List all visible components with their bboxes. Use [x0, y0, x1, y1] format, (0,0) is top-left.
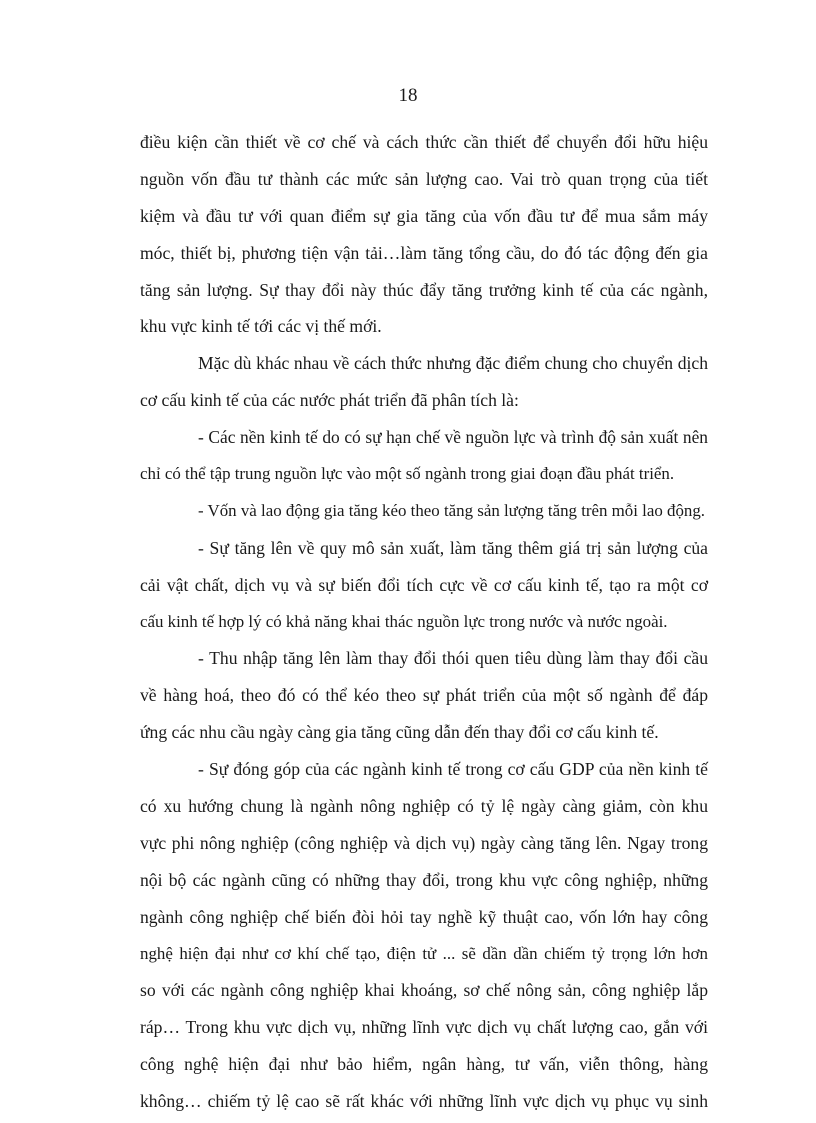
- text-line: điều kiện cần thiết về cơ chế và cách thức cần thiết để chuyển đổi hữu hiệu: [140, 132, 708, 152]
- text-line: công nghệ hiện đại như bảo hiểm, ngân hàng, tư vấn, viễn thông, hàng: [140, 1054, 708, 1075]
- page-number: 18: [398, 85, 418, 106]
- text-line: tăng sản lượng. Sự thay đổi này thúc đẩy tăng trưởng kinh tế của các ngành,: [140, 279, 708, 300]
- text-line: so với các ngành công nghiệp khai khoáng, sơ chế nông sản, công nghiệp lắp: [140, 980, 708, 1001]
- body-text: [140, 124, 708, 1120]
- text-line: ngành công nghiệp chế biến đòi hỏi tay nghề kỹ thuật cao, vốn lớn hay công: [140, 906, 708, 927]
- text-line: nội bộ các ngành cũng có những thay đổi, trong khu vực công nghiệp, những: [140, 869, 708, 890]
- text-line: cơ cấu kinh tế của các nước phát triển đã phân tích là:: [140, 390, 519, 411]
- text-line: cấu kinh tế hợp lý có khả năng khai thác nguồn lực trong nước và nước ngoài.: [140, 611, 668, 631]
- text-line: cải vật chất, dịch vụ và sự biến đổi tích cực về cơ cấu kinh tế, tạo ra một cơ: [140, 574, 708, 595]
- text-line: móc, thiết bị, phương tiện vận tải…làm tăng tổng cầu, do đó tác động đến gia: [140, 242, 708, 263]
- text-line: chỉ có thể tập trung nguồn lực vào một số ngành trong giai đoạn đầu phát triển.: [140, 464, 675, 484]
- text-line: vực phi nông nghiệp (công nghiệp và dịch vụ) ngày càng tăng lên. Ngay trong: [140, 832, 708, 853]
- text-line: khu vực kinh tế tới các vị thế mới.: [140, 316, 382, 337]
- text-line: ráp… Trong khu vực dịch vụ, những lĩnh vực dịch vụ chất lượng cao, gắn với: [140, 1017, 708, 1038]
- text-line: về hàng hoá, theo đó có thể kéo theo sự phát triển của một số ngành để đáp: [140, 685, 708, 706]
- text-line: - Sự tăng lên về quy mô sản xuất, làm tăng thêm giá trị sản lượng của: [198, 537, 708, 558]
- text-line: kiệm và đầu tư với quan điểm sự gia tăng của vốn đầu tư để mua sắm máy: [140, 205, 708, 226]
- text-line: không… chiếm tỷ lệ cao sẽ rất khác với những lĩnh vực dịch vụ phục vụ sinh: [140, 1091, 708, 1112]
- text-line: nghệ hiện đại như cơ khí chế tạo, điện tử ... sẽ dần dần chiếm tỷ trọng lớn hơn: [140, 943, 708, 963]
- text-line: - Sự đóng góp của các ngành kinh tế trong cơ cấu GDP của nền kinh tế: [198, 759, 708, 780]
- text-line: nguồn vốn đầu tư thành các mức sản lượng cao. Vai trò quan trọng của tiết: [140, 168, 708, 189]
- text-line: - Thu nhập tăng lên làm thay đổi thói quen tiêu dùng làm thay đổi cầu: [198, 648, 708, 669]
- text-line: có xu hướng chung là ngành nông nghiệp có tỷ lệ ngày càng giảm, còn khu: [140, 796, 708, 817]
- text-line: ứng các nhu cầu ngày càng gia tăng cũng dẫn đến thay đổi cơ cấu kinh tế.: [140, 722, 659, 743]
- text-line: Mặc dù khác nhau về cách thức nhưng đặc điểm chung cho chuyển dịch: [198, 353, 708, 374]
- text-line: - Các nền kinh tế do có sự hạn chế về nguồn lực và trình độ sản xuất nên: [198, 427, 708, 448]
- text-line: - Vốn và lao động gia tăng kéo theo tăng sản lượng tăng trên mỗi lao động.: [198, 500, 706, 520]
